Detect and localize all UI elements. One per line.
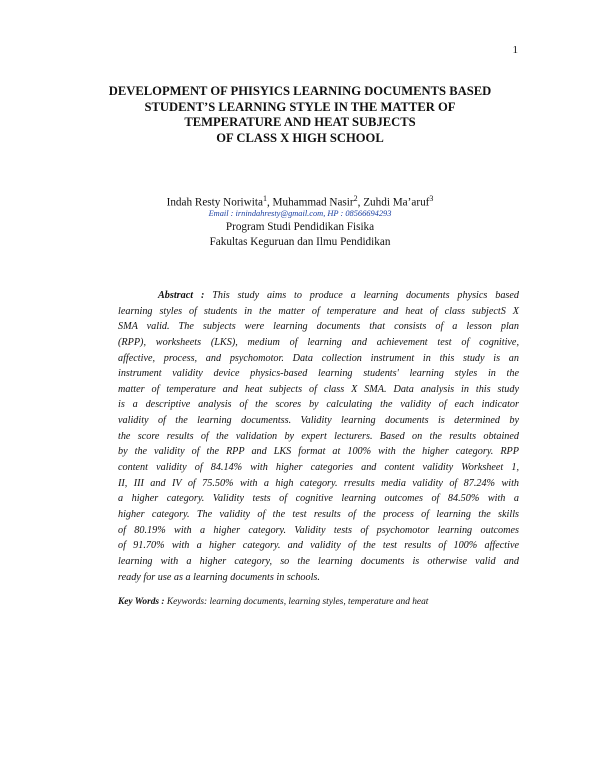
- contact-email: Email : irnindahresty@gmail.com, HP : 08566694293: [208, 209, 392, 218]
- author-separator: ,: [357, 196, 364, 209]
- title-line: TEMPERATURE AND HEAT SUBJECTS: [184, 115, 416, 129]
- abstract-line: by the validity of the RPP and LKS format at 100% with the higher category. RPP: [118, 446, 519, 458]
- abstract-line: instrument validity device physics-based learning students' learning styles in the: [118, 368, 519, 380]
- title-line: OF CLASS X HIGH SCHOOL: [216, 130, 384, 145]
- abstract-line: II, III and IV of 75.50% with a high category. rresults media validity of 87.24% with: [118, 477, 519, 489]
- abstract-line: of 91.70% with a higher category. and validity of the test results of 100% affective: [118, 540, 519, 552]
- affiliation-faculty: Fakultas Keguruan dan Ilmu Pendidikan: [209, 236, 391, 248]
- abstract-line: affective, process, and psychomotor. Data collection instrument in this study is an: [118, 352, 519, 364]
- abstract-line: a higher category. Validity tests of cognitive learning outcomes of 84.50% with a: [118, 493, 519, 505]
- affiliation-program: Program Studi Pendidikan Fisika: [225, 221, 375, 233]
- abstract-line: learning styles of students in the matter of temperature and heat of class subjectS X: [118, 305, 519, 317]
- abstract: [118, 288, 519, 585]
- author-list: [60, 192, 540, 210]
- abstract-text: This study aims to produce a learning documents physics based: [204, 290, 519, 301]
- title-line: DEVELOPMENT OF PHISYICS LEARNING DOCUMENTS BASED: [108, 84, 492, 98]
- abstract-line: [118, 288, 519, 304]
- abstract-line: matter of temperature and heat subjects of class X SMA. Data analysis in this study: [118, 383, 519, 395]
- title-line: STUDENT’S LEARNING STYLE IN THE MATTER OF: [144, 99, 456, 114]
- author-affiliation-mark: 2: [353, 194, 358, 203]
- abstract-line: higher category. The validity of the test results of the process of learning the skills: [118, 508, 519, 520]
- author-name: Indah Resty Noriwita: [166, 196, 263, 209]
- author-separator: ,: [266, 196, 273, 209]
- abstract-line: learning with a higher category, so the learning documents is otherwise valid and: [118, 555, 519, 567]
- abstract-line: SMA valid. The subjects were learning documents that consists of a lesson plan: [118, 321, 519, 333]
- abstract-line: is a descriptive analysis of the scores by calculating the validity of each indicator: [118, 399, 519, 411]
- author-name: Zuhdi Ma’aruf: [363, 196, 430, 209]
- author-affiliation-mark: 1: [262, 194, 267, 203]
- abstract-line: of 80.19% with a higher category. Validity tests of psychomotor learning outcomes: [118, 524, 519, 536]
- keywords-text: Keywords: learning documents, learning styles, temperature and heat: [164, 597, 429, 607]
- abstract-line: ready for use as a learning documents in schools.: [118, 571, 320, 583]
- author-affiliation-mark: 3: [429, 194, 434, 203]
- abstract-line: validity of the learning documentss. Validity learning documents is determined by: [118, 415, 519, 427]
- page-number: 1: [512, 44, 518, 56]
- keywords: [118, 597, 538, 607]
- abstract-line: the score results of the validation by expert lecturers. Based on the results obtained: [118, 430, 519, 442]
- abstract-label: Abstract :: [158, 290, 205, 301]
- abstract-line: (RPP), worksheets (LKS), medium of learning and achievement test of cognitive,: [118, 336, 519, 348]
- paper-title: [60, 84, 540, 146]
- keywords-label: Key Words :: [118, 597, 165, 607]
- abstract-line: content validity of 84.14% with higher categories and content validity Worksheet 1,: [118, 462, 519, 474]
- author-name: Muhammad Nasir: [272, 196, 354, 209]
